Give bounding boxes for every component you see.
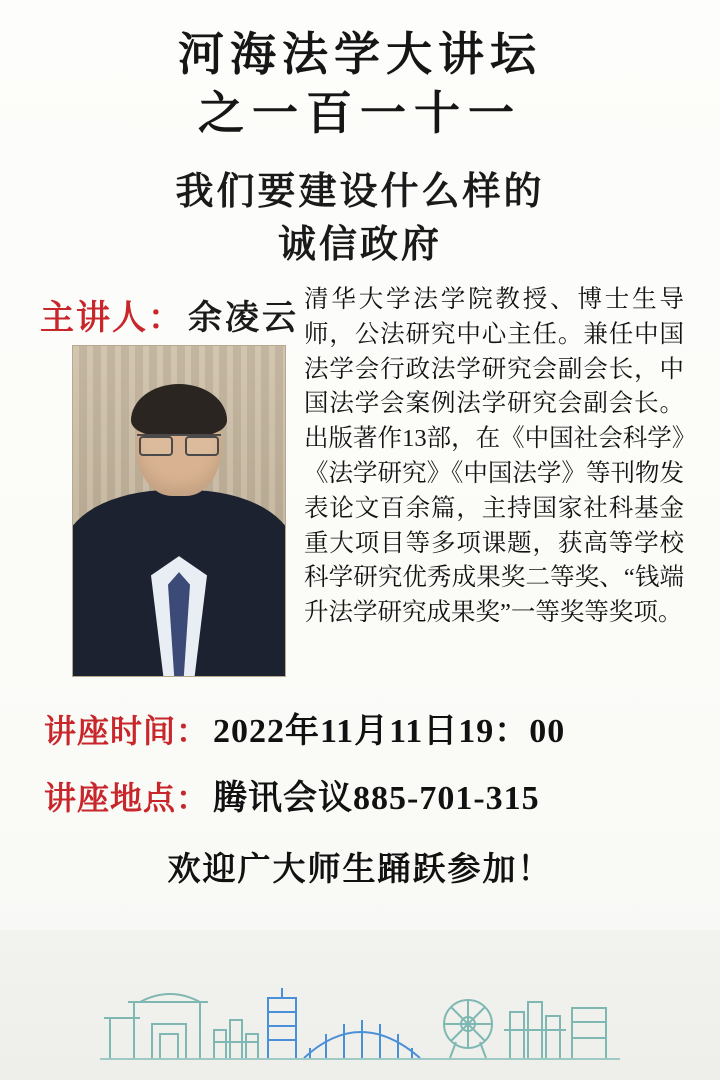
lecture-time-value: 2022年11月11日19：00 [213, 713, 566, 751]
lecture-place-row [44, 770, 720, 819]
lecture-time-label: 讲座时间： [44, 713, 210, 750]
speaker-bio: 清华大学法学院教授、博士生导师，公法研究中心主任。兼任中国法学会行政法学研究会副会长，中国法学会案例法学研究会副会长。出版著作13部，在《中国社会科学》《法学研究》《中国法学》等刊物发表论文百余篇，主持国家社科基金重大项目等多项课题，获高等学校科学研究优秀成果奖二等奖、“钱端升法学研究成果奖”一等奖等奖项。 [304, 286, 684, 627]
footer-skyline [0, 930, 720, 1080]
lecture-title [0, 166, 720, 272]
welcome-message: 欢迎广大师生踊跃参加！ [167, 852, 553, 889]
lecture-place-value: 腾讯会议885-701-315 [213, 780, 540, 818]
speaker-name: 余凌云 [188, 300, 299, 338]
series-title-line1: 河海法学大讲坛 [178, 29, 542, 80]
speaker-portrait [72, 345, 286, 677]
speaker-label: 主讲人： [40, 300, 184, 338]
series-title [0, 26, 720, 144]
portrait-glasses [137, 434, 221, 454]
city-skyline-illustration [100, 972, 620, 1064]
lecture-title-line1: 我们要建设什么样的 [175, 170, 545, 213]
lecture-info [0, 703, 720, 837]
lecture-title-line2: 诚信政府 [277, 223, 442, 266]
poster-header [0, 0, 720, 272]
lecture-time-row [44, 703, 720, 752]
lecture-place-label: 讲座地点： [44, 780, 210, 817]
series-title-line2: 之一百一十一 [198, 87, 522, 139]
